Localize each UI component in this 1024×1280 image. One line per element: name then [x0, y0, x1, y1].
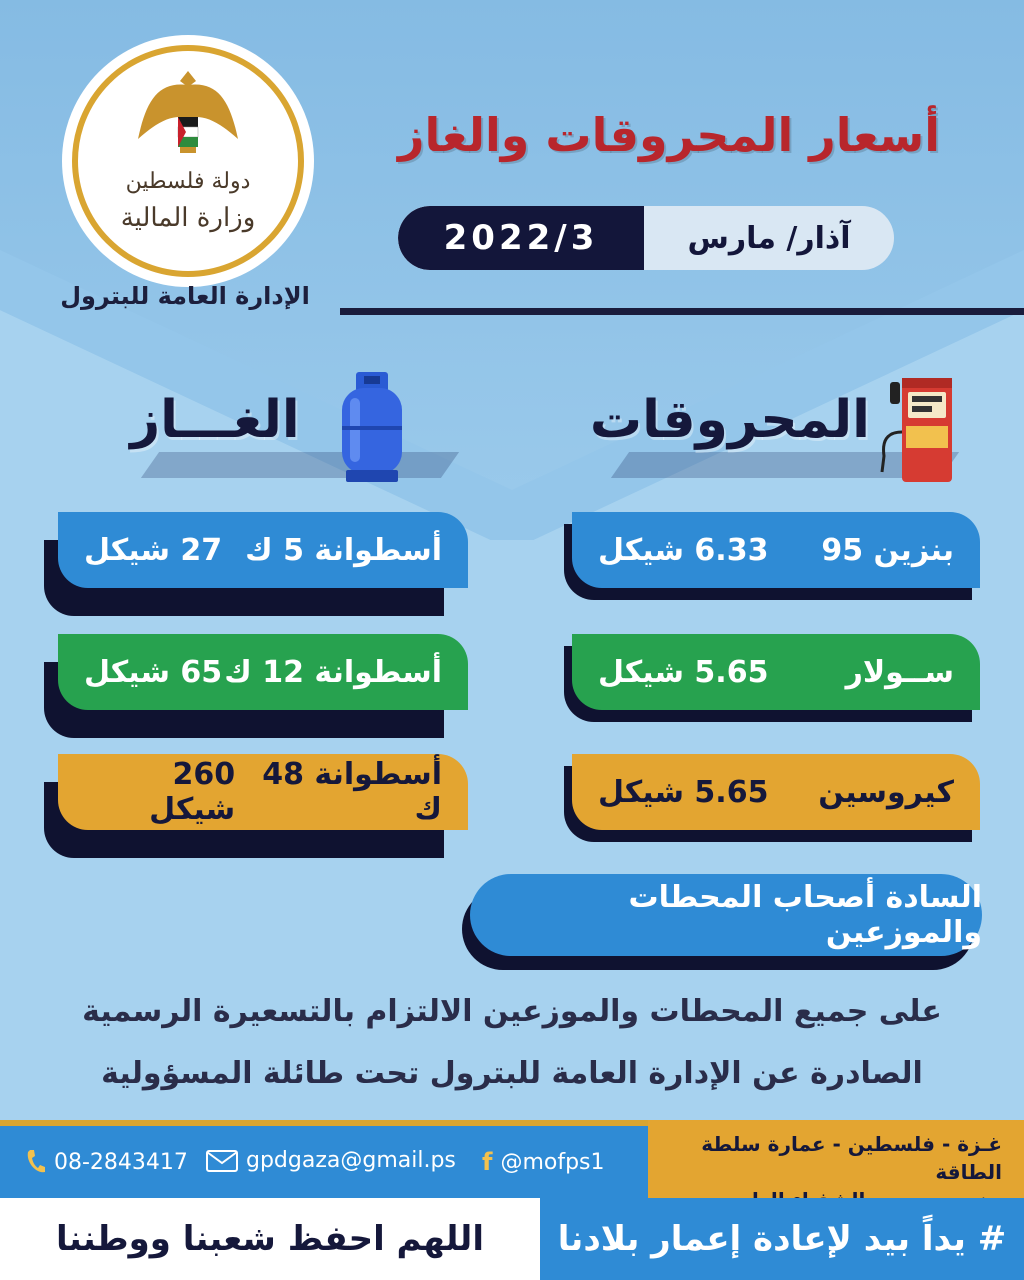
gas-name: أسطوانة 48 ك — [262, 757, 442, 827]
email-address: gpdgaza@gmail.ps — [246, 1148, 456, 1173]
fuel-card-petrol — [572, 512, 980, 588]
phone-contact[interactable] — [24, 1148, 188, 1176]
ministry-logo — [72, 45, 304, 277]
logo-state-text: دولة فلسطين — [125, 169, 251, 194]
gas-price: 27 شيكل — [84, 532, 223, 568]
phone-icon — [24, 1148, 46, 1176]
date-value: 2022/3 — [398, 206, 644, 270]
gas-name: أسطوانة 12 ك — [224, 654, 442, 690]
logo-ministry-text: وزارة المالية — [120, 203, 256, 233]
gas-section-title: الغـــاز — [130, 390, 300, 450]
header-divider — [340, 308, 1024, 315]
footer-prayer: اللهم احفظ شعبنا ووطننا — [0, 1198, 540, 1280]
fuel-section-title: المحروقات — [589, 390, 870, 450]
footer-address — [648, 1120, 1024, 1198]
email-contact[interactable] — [206, 1148, 456, 1173]
gas-card-48kg — [58, 754, 468, 830]
eagle-emblem-icon — [88, 61, 288, 171]
gas-card-5kg — [58, 512, 468, 588]
fuel-name: بنزين 95 — [821, 532, 954, 568]
gas-price: 260 شيكل — [149, 757, 236, 827]
gas-name: أسطوانة 5 ك — [245, 532, 442, 568]
fuel-price: 6.33 شيكل — [598, 532, 769, 568]
mail-icon — [206, 1150, 238, 1172]
address-line-1: غـزة - فلسطين - عمارة سلطة الطاقة — [701, 1132, 1002, 1184]
fuel-name: كيروسين — [818, 774, 954, 810]
footer-slogan: # يداً بيد لإعادة إعمار بلادنا — [540, 1198, 1024, 1280]
notice-line-2: الصادرة عن الإدارة العامة للبترول تحت طائلة المسؤولية — [101, 1056, 923, 1091]
fuel-pump-icon — [876, 372, 956, 484]
facebook-handle: @mofps1 — [500, 1149, 605, 1175]
fuel-card-kerosene — [572, 754, 980, 830]
phone-number: 08-2843417 — [54, 1149, 188, 1175]
fuel-price: 5.65 شيكل — [598, 654, 769, 690]
facebook-icon: f — [482, 1148, 493, 1176]
gas-price: 65 شيكل — [84, 654, 223, 690]
date-month: آذار/ مارس — [687, 220, 851, 256]
notice-line-1: على جميع المحطات والموزعين الالتزام بالتسعيرة الرسمية — [82, 994, 942, 1029]
page-title: أسعار المحروقات والغاز — [398, 108, 940, 162]
gas-title-shadow — [141, 452, 459, 478]
department-name: الإدارة العامة للبترول — [60, 282, 310, 310]
facebook-contact[interactable] — [482, 1148, 605, 1176]
fuel-card-diesel — [572, 634, 980, 710]
gas-card-12kg — [58, 634, 468, 710]
notice-heading: السادة أصحاب المحطات والموزعين — [470, 874, 982, 956]
gas-cylinder-icon — [336, 368, 408, 486]
date-pill — [398, 206, 894, 270]
fuel-name: ســولار — [845, 654, 954, 690]
fuel-price: 5.65 شيكل — [598, 774, 769, 810]
